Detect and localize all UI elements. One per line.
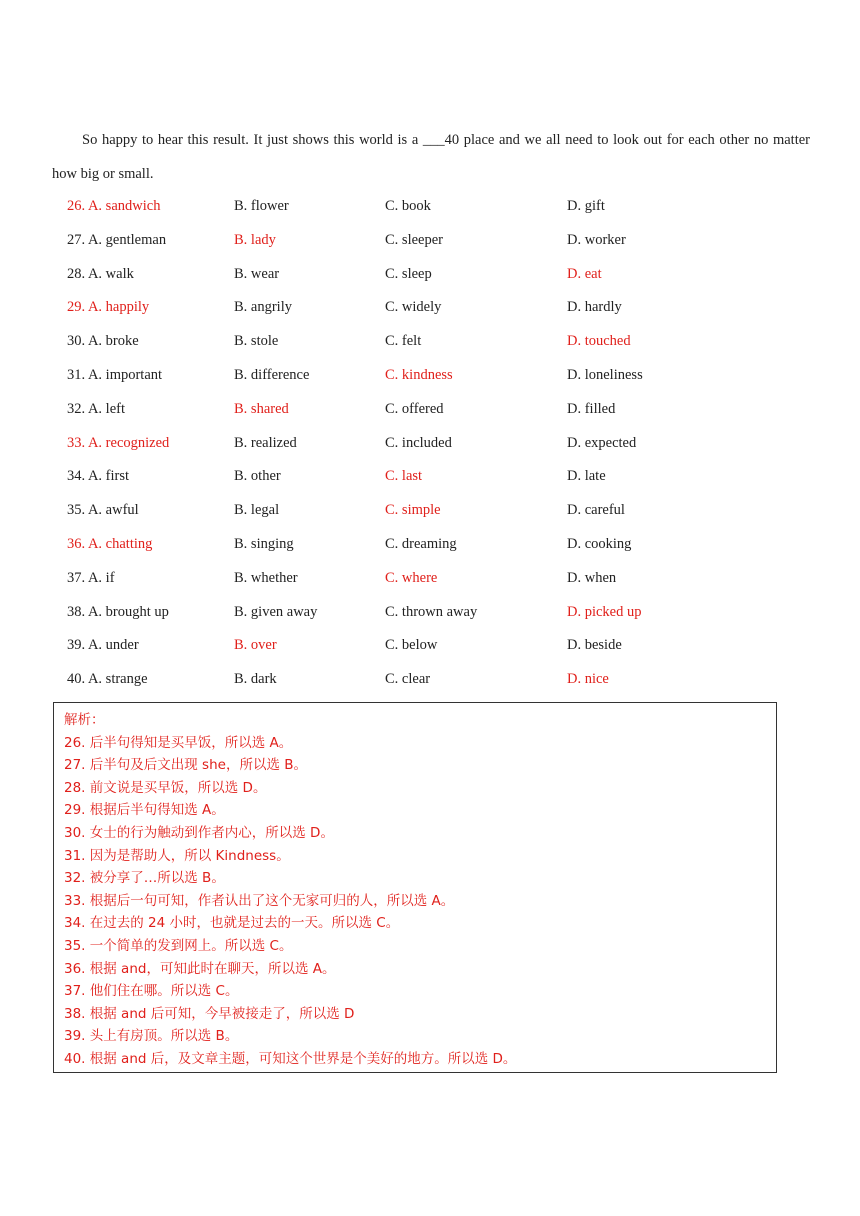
option-text: A. happily <box>87 299 150 316</box>
analysis-line: 37. 他们住在哪。所以选 C。 <box>64 983 239 1000</box>
question-number: 37. <box>67 569 86 586</box>
option-a <box>67 596 169 630</box>
option-a <box>67 258 134 292</box>
option-text: D. careful <box>567 502 625 519</box>
option-a <box>67 224 166 258</box>
option-b <box>234 460 281 494</box>
option-text: B. flower <box>234 198 289 214</box>
option-d <box>567 494 625 528</box>
option-a <box>67 359 162 393</box>
option-text: A. brought up <box>87 603 169 620</box>
question-row <box>67 224 807 258</box>
option-c <box>385 596 477 630</box>
option-text: C. thrown away <box>385 603 478 620</box>
option-text: B. over <box>234 637 277 654</box>
option-text: C. dreaming <box>385 535 457 552</box>
option-d <box>567 224 626 258</box>
option-text: A. left <box>87 400 125 417</box>
question-number: 29. <box>67 299 86 316</box>
option-a <box>67 460 129 494</box>
option-b <box>234 393 289 427</box>
option-text: A. gentleman <box>87 231 167 248</box>
option-b <box>234 427 297 461</box>
option-b <box>234 359 309 393</box>
question-row <box>67 359 807 393</box>
option-text: D. touched <box>567 333 631 350</box>
option-c <box>385 359 453 393</box>
option-text: A. chatting <box>87 535 153 552</box>
analysis-box <box>53 702 777 1073</box>
option-c <box>385 258 432 292</box>
option-d <box>567 393 615 427</box>
option-text: B. dark <box>234 671 277 688</box>
question-row <box>67 291 807 325</box>
question-number: 38. <box>67 603 86 620</box>
question-row <box>67 325 807 359</box>
option-text: A. walk <box>87 265 134 282</box>
analysis-lines <box>64 732 766 1071</box>
option-d <box>567 663 609 697</box>
option-text: A. strange <box>87 671 148 688</box>
question-number: 39. <box>67 637 86 654</box>
option-text: B. whether <box>234 569 298 586</box>
question-row <box>67 596 807 630</box>
option-b <box>234 663 277 697</box>
option-text: C. below <box>385 637 438 654</box>
option-a <box>67 291 149 325</box>
question-number: 26. <box>67 198 86 214</box>
option-a <box>67 494 139 528</box>
option-c <box>385 528 457 562</box>
option-a <box>67 325 139 359</box>
question-number: 33. <box>67 434 86 451</box>
option-c <box>385 562 437 596</box>
option-d <box>567 190 605 224</box>
question-number: 36. <box>67 535 86 552</box>
option-text: D. loneliness <box>567 366 643 383</box>
analysis-line: 32. 被分享了…所以选 B。 <box>64 870 225 887</box>
option-text: D. eat <box>567 265 602 282</box>
option-d <box>567 325 631 359</box>
option-b <box>234 224 276 258</box>
passage-text: So happy to hear this result. It just shows this world is a ___40 place and we all need to look out for each other no matter how big or small. <box>52 132 810 182</box>
option-text: C. where <box>385 569 438 586</box>
question-number: 32. <box>67 400 86 417</box>
option-b <box>234 528 294 562</box>
option-d <box>567 427 636 461</box>
analysis-line: 27. 后半句及后文出现 she，所以选 B。 <box>64 757 307 774</box>
option-a <box>67 393 125 427</box>
option-a <box>67 629 139 663</box>
option-text: D. expected <box>567 434 637 451</box>
option-c <box>385 325 421 359</box>
option-d <box>567 258 602 292</box>
option-d <box>567 460 606 494</box>
option-text: D. nice <box>567 671 609 688</box>
options-list <box>67 190 807 697</box>
option-text: A. broke <box>87 333 139 350</box>
question-row <box>67 190 807 224</box>
analysis-line: 33. 根据后一句可知，作者认出了这个无家可归的人，所以选 A。 <box>64 892 455 909</box>
option-text: C. felt <box>385 333 422 350</box>
option-text: B. given away <box>234 603 318 620</box>
analysis-line: 30. 女士的行为触动到作者内心，所以选 D。 <box>64 824 334 841</box>
option-a <box>67 528 152 562</box>
option-b <box>234 190 289 224</box>
option-b <box>234 562 298 596</box>
option-text: C. included <box>385 434 452 451</box>
option-text: D. gift <box>567 198 605 214</box>
option-text: D. late <box>567 468 606 485</box>
question-row <box>67 258 807 292</box>
option-text: A. first <box>87 468 130 485</box>
question-number: 35. <box>67 502 86 519</box>
option-c <box>385 291 441 325</box>
option-c <box>385 663 430 697</box>
option-text: C. last <box>385 468 423 485</box>
option-b <box>234 629 277 663</box>
option-text: A. important <box>87 366 163 383</box>
option-text: C. kindness <box>385 366 453 383</box>
option-text: C. sleeper <box>385 231 443 248</box>
option-text: D. picked up <box>567 603 642 620</box>
option-text: B. singing <box>234 535 294 552</box>
question-row <box>67 629 807 663</box>
option-text: B. stole <box>234 333 279 350</box>
question-number: 30. <box>67 333 86 350</box>
option-c <box>385 393 444 427</box>
question-number: 34. <box>67 468 86 485</box>
option-text: A. recognized <box>87 434 170 451</box>
question-number: 40. <box>67 671 86 688</box>
option-text: D. worker <box>567 231 626 248</box>
option-a <box>67 663 148 697</box>
analysis-line: 34. 在过去的 24 小时，也就是过去的一天。所以选 C。 <box>64 915 400 932</box>
option-text: B. wear <box>234 265 280 282</box>
option-text: C. clear <box>385 671 431 688</box>
option-text: B. difference <box>234 366 310 383</box>
option-d <box>567 359 643 393</box>
option-d <box>567 629 622 663</box>
option-d <box>567 528 631 562</box>
option-b <box>234 325 278 359</box>
option-d <box>567 596 642 630</box>
option-c <box>385 629 437 663</box>
option-text: D. beside <box>567 637 622 654</box>
option-text: B. legal <box>234 502 280 519</box>
option-c <box>385 460 422 494</box>
option-text: B. realized <box>234 434 297 451</box>
option-d <box>567 291 622 325</box>
option-text: C. offered <box>385 400 444 417</box>
analysis-heading: 解析： <box>64 712 105 728</box>
analysis-line: 29. 根据后半句得知选 A。 <box>64 802 225 819</box>
question-row <box>67 528 807 562</box>
question-row <box>67 460 807 494</box>
analysis-line: 31. 因为是帮助人，所以 Kindness。 <box>64 847 290 864</box>
question-row <box>67 393 807 427</box>
option-text: B. lady <box>234 231 276 248</box>
option-text: A. awful <box>87 502 139 519</box>
option-a <box>67 427 169 461</box>
question-number: 28. <box>67 265 86 282</box>
option-b <box>234 291 292 325</box>
option-d <box>567 562 616 596</box>
option-c <box>385 224 443 258</box>
analysis-line: 26. 后半句得知是买早饭，所以选 A。 <box>64 734 293 751</box>
option-text: C. book <box>385 198 431 214</box>
question-row <box>67 494 807 528</box>
option-b <box>234 596 317 630</box>
analysis-line: 36. 根据 and，可知此时在聊天，所以选 A。 <box>64 960 336 977</box>
option-text: A. sandwich <box>87 198 161 214</box>
option-text: D. hardly <box>567 299 622 316</box>
option-c <box>385 494 441 528</box>
question-number: 27. <box>67 231 86 248</box>
option-a <box>67 562 115 596</box>
option-text: D. filled <box>567 400 616 417</box>
option-b <box>234 494 279 528</box>
option-text: B. other <box>234 468 281 485</box>
analysis-line: 28. 前文说是买早饭，所以选 D。 <box>64 779 267 796</box>
option-text: C. widely <box>385 299 442 316</box>
option-text: A. under <box>87 637 139 654</box>
question-row <box>67 663 807 697</box>
analysis-line: 39. 头上有房顶。所以选 B。 <box>64 1028 239 1045</box>
question-row <box>67 427 807 461</box>
option-b <box>234 258 279 292</box>
question-number: 31. <box>67 366 86 383</box>
option-text: D. cooking <box>567 535 632 552</box>
option-text: C. sleep <box>385 265 432 282</box>
option-text: C. simple <box>385 502 441 519</box>
option-text: B. shared <box>234 400 289 417</box>
option-text: B. angrily <box>234 299 292 316</box>
option-a <box>67 190 160 224</box>
question-row <box>67 562 807 596</box>
analysis-line: 40. 根据 and 后，及文章主题，可知这个世界是个美好的地方。所以选 D。 <box>64 1050 517 1067</box>
analysis-line: 35. 一个简单的发到网上。所以选 C。 <box>64 937 293 954</box>
analysis-line: 38. 根据 and 后可知，今早被接走了，所以选 D <box>64 1005 355 1022</box>
option-c <box>385 427 452 461</box>
option-text: A. if <box>87 569 115 586</box>
option-c <box>385 190 431 224</box>
option-text: D. when <box>567 569 617 586</box>
